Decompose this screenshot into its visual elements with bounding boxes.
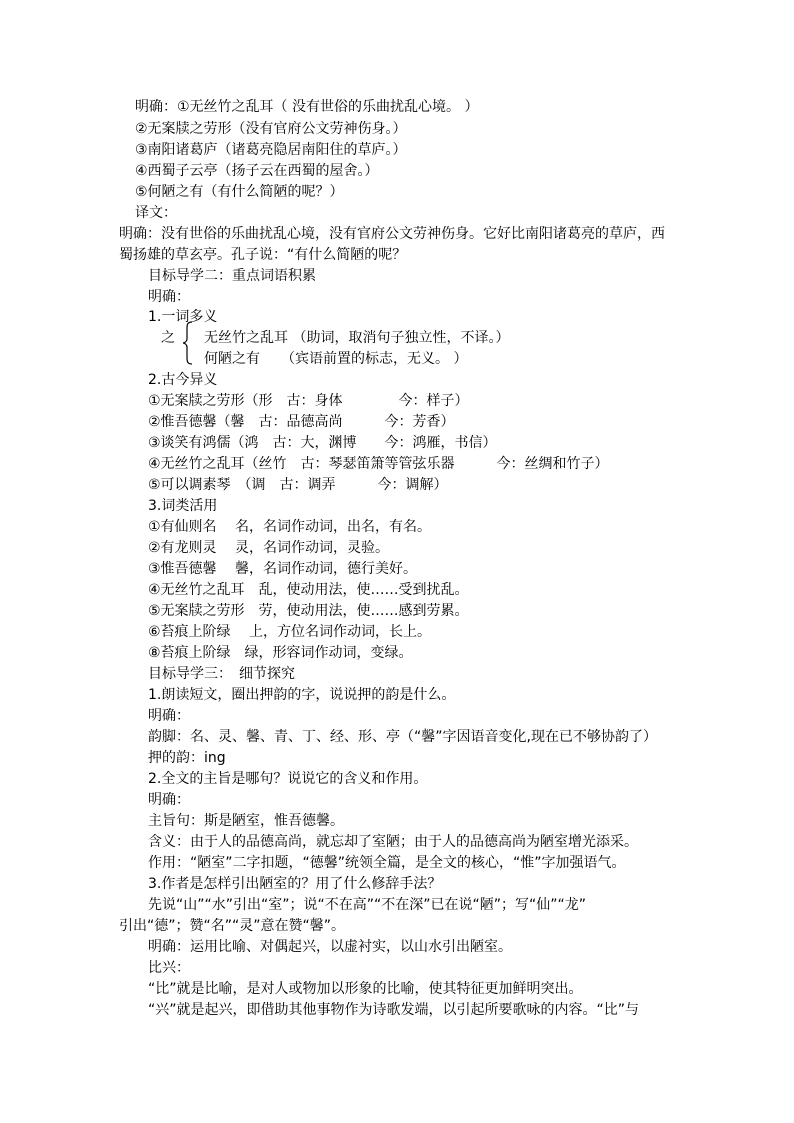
text-line: 主旨句：斯是陋室，惟吾德馨。 <box>148 813 344 829</box>
text-line: ④无丝竹之乱耳（丝竹 古：琴瑟笛箫等管弦乐器 今：丝绸和竹子） <box>148 456 609 472</box>
text-line: ③南阳诸葛庐（诸葛亮隐居南阳住的草庐。） <box>135 142 407 158</box>
text-line: ④西蜀子云亭（扬子云在西蜀的屋舍。） <box>135 163 379 179</box>
text-line: 明确： <box>148 708 190 724</box>
text-line: ①有仙则名 名，名词作动词，出名，有名。 <box>148 519 431 535</box>
text-line: ②无案牍之劳形（没有官府公文劳神伤身。） <box>135 121 407 137</box>
translation-line: 蜀扬雄的草玄亭。孔子说：“有什么简陋的呢？ <box>119 247 407 263</box>
text-line: 比兴： <box>148 960 190 976</box>
polysemy-usage: 何陋之有 （宾语前置的标志，无义。 ） <box>204 351 468 367</box>
text-line: 明确： <box>148 792 190 808</box>
text-line: 明确： <box>148 289 190 305</box>
text-line: ①无案牍之劳形（形 古：身体 今：样子） <box>148 393 469 409</box>
text-line: ⑤何陋之有（有什么简陋的呢？） <box>135 184 344 200</box>
text-line: ③惟吾德馨 馨，名词作动词，德行美好。 <box>148 561 417 577</box>
section-heading: 目标导学二：重点词语积累 <box>148 268 316 284</box>
text-line: ⑧苔痕上阶绿 绿，形容词作动词，变绿。 <box>148 645 413 661</box>
text-line: 押的韵：ing <box>148 750 226 766</box>
subheading: 3.词类活用 <box>148 498 218 514</box>
text-line: ⑥苔痕上阶绿 上，方位名词作动词，长上。 <box>148 624 431 640</box>
section-heading: 目标导学三： 细节探究 <box>148 666 295 682</box>
text-line: ⑤可以调素琴 （调 古：调弄 今：调解） <box>148 477 448 493</box>
text-line: 作用：“陋室”二字扣题，“德馨”统领全篇，是全文的核心，“惟”字加强语气。 <box>148 855 626 871</box>
text-line: 引出“德”；赞“名”“灵”意在赞“馨”。 <box>119 918 346 934</box>
text-line: ④无丝竹之乱耳 乱，使动用法，使……受到扰乱。 <box>148 582 469 598</box>
text-line: ⑤无案牍之劳形 劳，使动用法，使……感到劳累。 <box>148 603 469 619</box>
text-line: ③谈笑有鸿儒（鸿 古：大，渊博 今：鸿雁，书信） <box>148 435 497 451</box>
text-line: 明确：①无丝竹之乱耳（ 没有世俗的乐曲扰乱心境。 ） <box>135 99 479 115</box>
text-line: ②惟吾德馨（馨 古：品德高尚 今：芳香） <box>148 414 455 430</box>
text-line: 韵脚：名、灵、馨、青、丁、经、形、亭（“馨”字因语音变化,现在已不够协韵了） <box>148 729 657 745</box>
polysemy-usage: 无丝竹之乱耳 （助词，取消句子独立性，不译。） <box>204 330 510 346</box>
question-line: 3.作者是怎样引出陋室的？用了什么修辞手法？ <box>148 876 442 892</box>
subheading: 2.古今异义 <box>148 372 218 388</box>
text-line: “兴”就是起兴，即借助其他事物作为诗歌发端，以引起所要歌咏的内容。“比”与 <box>148 1002 640 1018</box>
text-line: 含义：由于人的品德高尚，就忘却了室陋；由于人的品德高尚为陋室增光添采。 <box>148 834 638 850</box>
text-line: 明确：运用比喻、对偶起兴，以虚衬实，以山水引出陋室。 <box>148 939 512 955</box>
subheading: 1.一词多义 <box>148 309 218 325</box>
section-label: 译文： <box>135 205 177 221</box>
translation-line: 明确：没有世俗的乐曲扰乱心境，没有官府公文劳神伤身。它好比南阳诸葛亮的草庐，西 <box>119 226 665 242</box>
polysemy-character: 之 <box>161 330 175 346</box>
question-line: 2.全文的主旨是哪句？说说它的含义和作用。 <box>148 771 428 787</box>
left-brace-icon <box>182 321 194 365</box>
text-line: ②有龙则灵 灵，名词作动词，灵验。 <box>148 540 389 556</box>
question-line: 1.朗读短文，圈出押韵的字，说说押的韵是什么。 <box>148 687 456 703</box>
text-line: “比”就是比喻，是对人或物加以形象的比喻，使其特征更加鲜明突出。 <box>148 981 583 997</box>
text-line: 先说“山”“水”引出“室”；说“不在高”“不在深”已在说“陋”；写“仙”“龙” <box>148 897 587 913</box>
